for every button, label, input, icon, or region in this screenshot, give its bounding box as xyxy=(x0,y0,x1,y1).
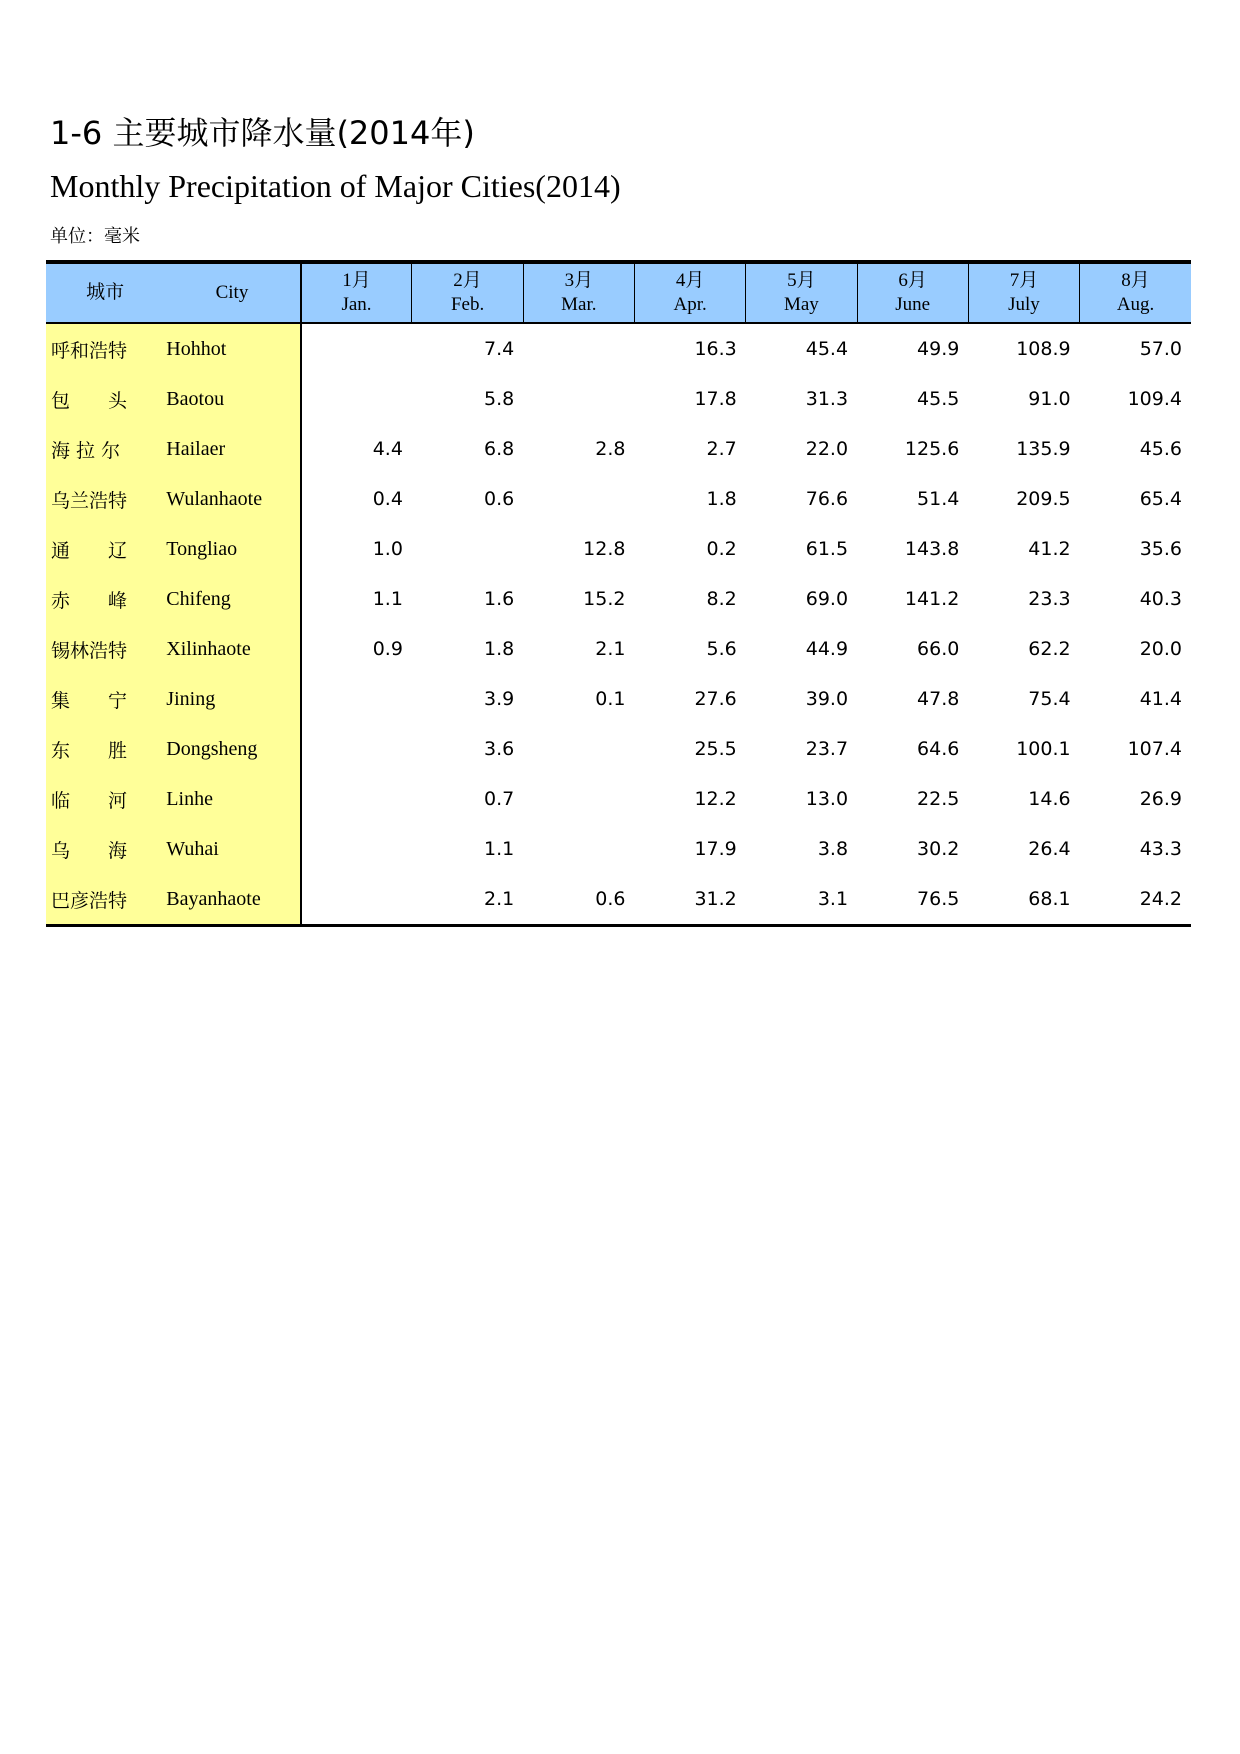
precipitation-value: 2.1 xyxy=(483,888,515,910)
precipitation-value: 3.1 xyxy=(817,888,849,910)
precipitation-value: 1.1 xyxy=(372,588,403,610)
header-month-cn: 6月 xyxy=(898,270,927,291)
city-name-cn: 通 辽 xyxy=(46,524,164,574)
city-name-cn: 赤 峰 xyxy=(46,574,164,624)
precipitation-value: 0.1 xyxy=(595,688,626,710)
precipitation-value: 1.1 xyxy=(483,838,515,860)
city-name-en: Hailaer xyxy=(164,424,300,474)
precipitation-value: 39.0 xyxy=(805,688,849,710)
precipitation-value: 66.0 xyxy=(917,638,960,660)
precipitation-value: 41.2 xyxy=(1028,538,1071,560)
precipitation-value: 43.3 xyxy=(1139,838,1182,860)
precipitation-value: 107.4 xyxy=(1127,738,1182,760)
precipitation-value: 57.0 xyxy=(1139,338,1182,360)
precipitation-value: 26.4 xyxy=(1028,838,1071,860)
precipitation-value xyxy=(301,824,412,874)
city-name-cn: 乌兰浩特 xyxy=(46,474,164,524)
table-row xyxy=(46,724,1191,774)
header-month-cn: 2月 xyxy=(453,270,482,291)
header-month-cn: 7月 xyxy=(1009,270,1039,291)
precipitation-value: 20.0 xyxy=(1139,638,1182,660)
precipitation-value xyxy=(523,374,634,424)
precipitation-value: 61.5 xyxy=(805,538,849,560)
table-header xyxy=(46,262,1191,323)
city-name-en: Linhe xyxy=(164,774,300,824)
header-month-cn: 5月 xyxy=(787,270,816,291)
precipitation-value: 65.4 xyxy=(1139,488,1182,510)
precipitation-value: 24.2 xyxy=(1139,888,1182,910)
header-month-1 xyxy=(301,262,412,323)
unit-label: 单位：毫米 xyxy=(50,226,140,247)
precipitation-value: 31.2 xyxy=(694,888,737,910)
precipitation-value: 0.2 xyxy=(706,538,737,560)
header-month-5 xyxy=(746,262,857,323)
precipitation-value: 143.8 xyxy=(904,538,960,560)
precipitation-value: 76.6 xyxy=(805,488,849,510)
header-month-8 xyxy=(1080,262,1191,323)
precipitation-value: 68.1 xyxy=(1028,888,1071,910)
table-body xyxy=(46,323,1191,926)
precipitation-value: 109.4 xyxy=(1127,388,1182,410)
precipitation-value xyxy=(523,774,634,824)
header-month-4 xyxy=(634,262,745,323)
precipitation-value: 1.8 xyxy=(483,638,515,660)
table-row xyxy=(46,674,1191,724)
precipitation-value: 141.2 xyxy=(904,588,960,610)
table-row xyxy=(46,524,1191,574)
header-month-en: Mar. xyxy=(561,294,597,315)
header-month-en: July xyxy=(1008,294,1040,315)
precipitation-value: 23.7 xyxy=(805,738,849,760)
precipitation-value: 49.9 xyxy=(917,338,960,360)
precipitation-value: 3.9 xyxy=(483,688,515,710)
city-name-cn: 乌 海 xyxy=(46,824,164,874)
precipitation-value: 0.6 xyxy=(595,888,626,910)
precipitation-value: 45.6 xyxy=(1139,438,1182,460)
precipitation-value xyxy=(301,874,412,926)
precipitation-value: 3.6 xyxy=(483,738,515,760)
city-name-en: Wulanhaote xyxy=(164,474,300,524)
city-name-en: Jining xyxy=(164,674,300,724)
city-name-en: Tongliao xyxy=(164,524,300,574)
precipitation-value: 76.5 xyxy=(917,888,960,910)
precipitation-value xyxy=(523,474,634,524)
precipitation-value: 100.1 xyxy=(1016,738,1071,760)
precipitation-value: 0.6 xyxy=(483,488,515,510)
precipitation-value: 0.7 xyxy=(483,788,515,810)
precipitation-value: 45.5 xyxy=(917,388,960,410)
precipitation-value: 75.4 xyxy=(1028,688,1071,710)
city-name-cn: 东 胜 xyxy=(46,724,164,774)
header-row xyxy=(46,262,1191,323)
precipitation-value: 40.3 xyxy=(1139,588,1182,610)
precipitation-value: 23.3 xyxy=(1028,588,1071,610)
table-row xyxy=(46,574,1191,624)
table-row xyxy=(46,424,1191,474)
precipitation-value: 44.9 xyxy=(805,638,849,660)
precipitation-value: 30.2 xyxy=(917,838,960,860)
city-name-en: Bayanhaote xyxy=(164,874,300,926)
precipitation-value xyxy=(301,774,412,824)
city-name-cn: 临 河 xyxy=(46,774,164,824)
header-month-cn: 1月 xyxy=(342,270,371,291)
header-month-en: June xyxy=(895,294,931,315)
table-row xyxy=(46,774,1191,824)
precipitation-value: 3.8 xyxy=(817,838,849,860)
precipitation-value: 41.4 xyxy=(1139,688,1182,710)
table-row xyxy=(46,374,1191,424)
precipitation-value: 27.6 xyxy=(694,688,737,710)
precipitation-value: 209.5 xyxy=(1016,488,1071,510)
precipitation-value: 35.6 xyxy=(1139,538,1182,560)
precipitation-value: 1.0 xyxy=(372,538,403,560)
precipitation-value: 8.2 xyxy=(706,588,737,610)
precipitation-value: 22.5 xyxy=(917,788,960,810)
table-row xyxy=(46,474,1191,524)
header-month-en: Aug. xyxy=(1116,294,1155,315)
precipitation-value: 16.3 xyxy=(694,338,737,360)
precipitation-value: 6.8 xyxy=(483,438,515,460)
precipitation-value: 22.0 xyxy=(805,438,849,460)
header-month-en: Feb. xyxy=(450,294,485,315)
city-name-cn: 巴彦浩特 xyxy=(46,874,164,926)
precipitation-value: 17.8 xyxy=(694,388,737,410)
precipitation-value: 13.0 xyxy=(805,788,849,810)
precipitation-value: 25.5 xyxy=(694,738,737,760)
precipitation-value: 12.8 xyxy=(583,538,626,560)
header-month-cn: 3月 xyxy=(564,270,594,291)
precipitation-value: 26.9 xyxy=(1139,788,1182,810)
precipitation-value: 15.2 xyxy=(583,588,626,610)
header-month-cn: 4月 xyxy=(675,270,705,291)
precipitation-value: 5.8 xyxy=(483,388,515,410)
city-name-cn: 锡林浩特 xyxy=(46,624,164,674)
precipitation-value: 4.4 xyxy=(372,438,403,460)
precipitation-value: 7.4 xyxy=(483,338,515,360)
city-name-en: Dongsheng xyxy=(164,724,300,774)
precipitation-value xyxy=(523,824,634,874)
page-title-chinese: 1-6 主要城市降水量(2014年) xyxy=(50,114,475,152)
precipitation-value: 0.9 xyxy=(372,638,403,660)
precipitation-value xyxy=(301,374,412,424)
city-name-en: Chifeng xyxy=(164,574,300,624)
header-month-7 xyxy=(968,262,1079,323)
city-name-en: Hohhot xyxy=(164,323,300,374)
precipitation-value: 64.6 xyxy=(917,738,960,760)
precipitation-value: 1.8 xyxy=(706,488,737,510)
city-name-cn: 包 头 xyxy=(46,374,164,424)
city-name-en: Xilinhaote xyxy=(164,624,300,674)
header-month-6 xyxy=(857,262,968,323)
precipitation-value: 2.7 xyxy=(706,438,737,460)
precipitation-value: 45.4 xyxy=(805,338,849,360)
header-city-cn: 城市 xyxy=(46,262,164,323)
city-name-cn: 呼和浩特 xyxy=(46,323,164,374)
precipitation-value: 31.3 xyxy=(805,388,849,410)
precipitation-value: 2.1 xyxy=(595,638,626,660)
header-city-en: City xyxy=(164,262,300,323)
header-month-2 xyxy=(412,262,523,323)
city-name-cn: 集 宁 xyxy=(46,674,164,724)
precipitation-value: 1.6 xyxy=(483,588,515,610)
precipitation-value: 12.2 xyxy=(694,788,737,810)
city-name-cn: 海 拉 尔 xyxy=(46,424,164,474)
precipitation-value xyxy=(301,323,412,374)
precipitation-value: 2.8 xyxy=(595,438,626,460)
precipitation-value: 5.6 xyxy=(706,638,737,660)
precipitation-value xyxy=(301,724,412,774)
precipitation-value: 14.6 xyxy=(1028,788,1071,810)
table-row xyxy=(46,624,1191,674)
precipitation-value: 69.0 xyxy=(805,588,849,610)
precipitation-value xyxy=(523,323,634,374)
precipitation-value: 0.4 xyxy=(372,488,403,510)
header-month-cn: 8月 xyxy=(1121,270,1150,291)
header-month-en: May xyxy=(783,294,819,315)
precipitation-value: 108.9 xyxy=(1016,338,1071,360)
table-row xyxy=(46,323,1191,374)
table-row xyxy=(46,824,1191,874)
precipitation-value: 125.6 xyxy=(904,438,960,460)
precipitation-value: 91.0 xyxy=(1028,388,1071,410)
header-month-3 xyxy=(523,262,634,323)
precipitation-value: 135.9 xyxy=(1016,438,1071,460)
precipitation-value xyxy=(523,724,634,774)
precipitation-value: 51.4 xyxy=(917,488,960,510)
city-name-en: Wuhai xyxy=(164,824,300,874)
precipitation-value: 47.8 xyxy=(917,688,960,710)
header-month-en: Apr. xyxy=(673,294,707,315)
page-title-english: Monthly Precipitation of Major Cities(2014) xyxy=(50,168,621,204)
table-row xyxy=(46,874,1191,926)
header-month-en: Jan. xyxy=(341,294,372,315)
precipitation-table xyxy=(46,260,1191,927)
city-name-en: Baotou xyxy=(164,374,300,424)
precipitation-value: 17.9 xyxy=(694,838,737,860)
precipitation-value xyxy=(412,524,523,574)
precipitation-value: 62.2 xyxy=(1028,638,1071,660)
precipitation-value xyxy=(301,674,412,724)
